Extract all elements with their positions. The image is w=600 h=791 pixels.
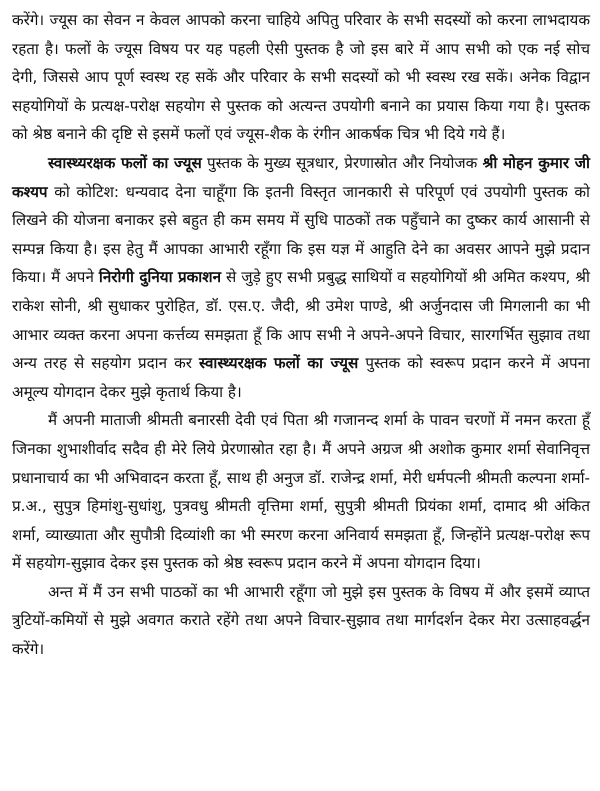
paragraph-3 bbox=[12, 406, 590, 578]
paragraph-2 bbox=[12, 149, 590, 406]
paragraph-3-text: मैं अपनी माताजी श्रीमती बनारसी देवी एवं पिता श्री गजानन्द शर्मा के पावन चरणों में नमन करता हूँ जिनका शुभाशीर्वाद सदैव ही मेरे लिये प्रेरणास्रोत रहा है। मैं अपने अग्रज श्री अशोक कुमार शर्मा सेवानिवृत्त प्रधानाचार्य का भी अभिवादन करता हूँ, साथ ही अनुज डॉ. राजेन्द्र शर्मा, मेरी धर्मपत्नी श्रीमती कल्पना शर्मा-प्र.अ., सुपुत्र हिमांशु-सुधांशु, पुत्रवधु श्रीमती वृत्तिमा शर्मा, सुपुत्री श्रीमती प्रियंका शर्मा, दामाद श्री अंकित शर्मा, व्याख्याता और सुपौत्री दिव्यांशी का भी स्मरण करना अनिवार्य समझता हूँ, जिन्होंने प्रत्यक्ष-परोक्ष रूप में सहयोग-सुझाव देकर इस पुस्तक को श्रेष्ठ स्वरूप प्रदान करने में अपना योगदान दिया। bbox=[12, 411, 590, 573]
paragraph-4-text: अन्त में मैं उन सभी पाठकों का भी आभारी रहूँगा जो मुझे इस पुस्तक के विषय में और इसमें व्याप्त त्रुटियों-कमियों से मुझे अवगत कराते रहेंगे तथा अपने विचार-सुझाव तथा मार्गदर्शन देकर मेरा उत्साहवर्द्धन करेंगे। bbox=[12, 582, 590, 659]
publisher-name-bold: निरोगी दुनिया प्रकाशन bbox=[98, 268, 221, 287]
book-title-bold: स्वास्थ्यरक्षक फलों का ज्यूस bbox=[48, 153, 202, 172]
person-name-bold: श्री मोहन कुमार जी कश्यप bbox=[12, 153, 590, 201]
paragraph-2-text: को कोटिश: धन्यवाद देना चाहूँगा कि इतनी विस्तृत जानकारी से परिपूर्ण एवं उपयोगी पुस्तक को लिखने की योजना बनाकर इसे बहुत ही कम समय में सुधि पाठकों तक पहुँचाने का दुष्कर कार्य आसानी से सम्पन्न किया है। इस हेतु मैं आपका आभारी रहूँगा कि इस यज्ञ में आहुति देने का अवसर आपने मुझे प्रदान किया। मैं अपने bbox=[12, 182, 590, 287]
paragraph-2-text: से जुड़े हुए सभी प्रबुद्ध साथियों व सहयोगियों श्री अमित कश्यप, श्री राकेश सोनी, श्री सुधाकर पुरोहित, डॉ. एस.ए. जैदी, श्री उमेश पाण्डे, श्री अर्जुनदास जी मिगलानी का भी आभार व्यक्त करना अपना कर्त्तव्य समझता हूँ कि आप सभी ने अपने-अपने विचार, सारगर्भित सुझाव तथा अन्य तरह से सहयोग प्रदान कर bbox=[12, 268, 590, 373]
paragraph-2-text: पुस्तक के मुख्य सूत्रधार, प्रेरणास्रोत और नियोजक bbox=[201, 153, 483, 172]
paragraph-2-text: पुस्तक को स्वरूप प्रदान करने में अपना अमूल्य योगदान देकर मुझे कृतार्थ किया है। bbox=[12, 354, 590, 401]
paragraph-1 bbox=[12, 6, 590, 149]
paragraph-4 bbox=[12, 578, 590, 664]
paragraph-1-text: करेंगे। ज्यूस का सेवन न केवल आपको करना चाहिये अपितु परिवार के सभी सदस्यों को करना लाभदायक रहता है। फलों के ज्यूस विषय पर यह पहली ऐसी पुस्तक है जो इस बारे में आप सभी को एक नई सोच देगी, जिससे आप पूर्ण स्वस्थ रह सकें और परिवार के सभी सदस्यों को भी स्वस्थ रख सकें। अनेक विद्वान सहयोगियों के प्रत्यक्ष-परोक्ष सहयोग से पुस्तक को अत्यन्त उपयोगी बनाने का प्रयास किया गया है। पुस्तक को श्रेष्ठ बनाने की दृष्टि से इसमें फलों एवं ज्यूस-शैक के रंगीन आकर्षक चित्र भी दिये गये हैं। bbox=[12, 11, 590, 144]
book-title-bold: स्वास्थ्यरक्षक फलों का ज्यूस bbox=[199, 354, 359, 373]
